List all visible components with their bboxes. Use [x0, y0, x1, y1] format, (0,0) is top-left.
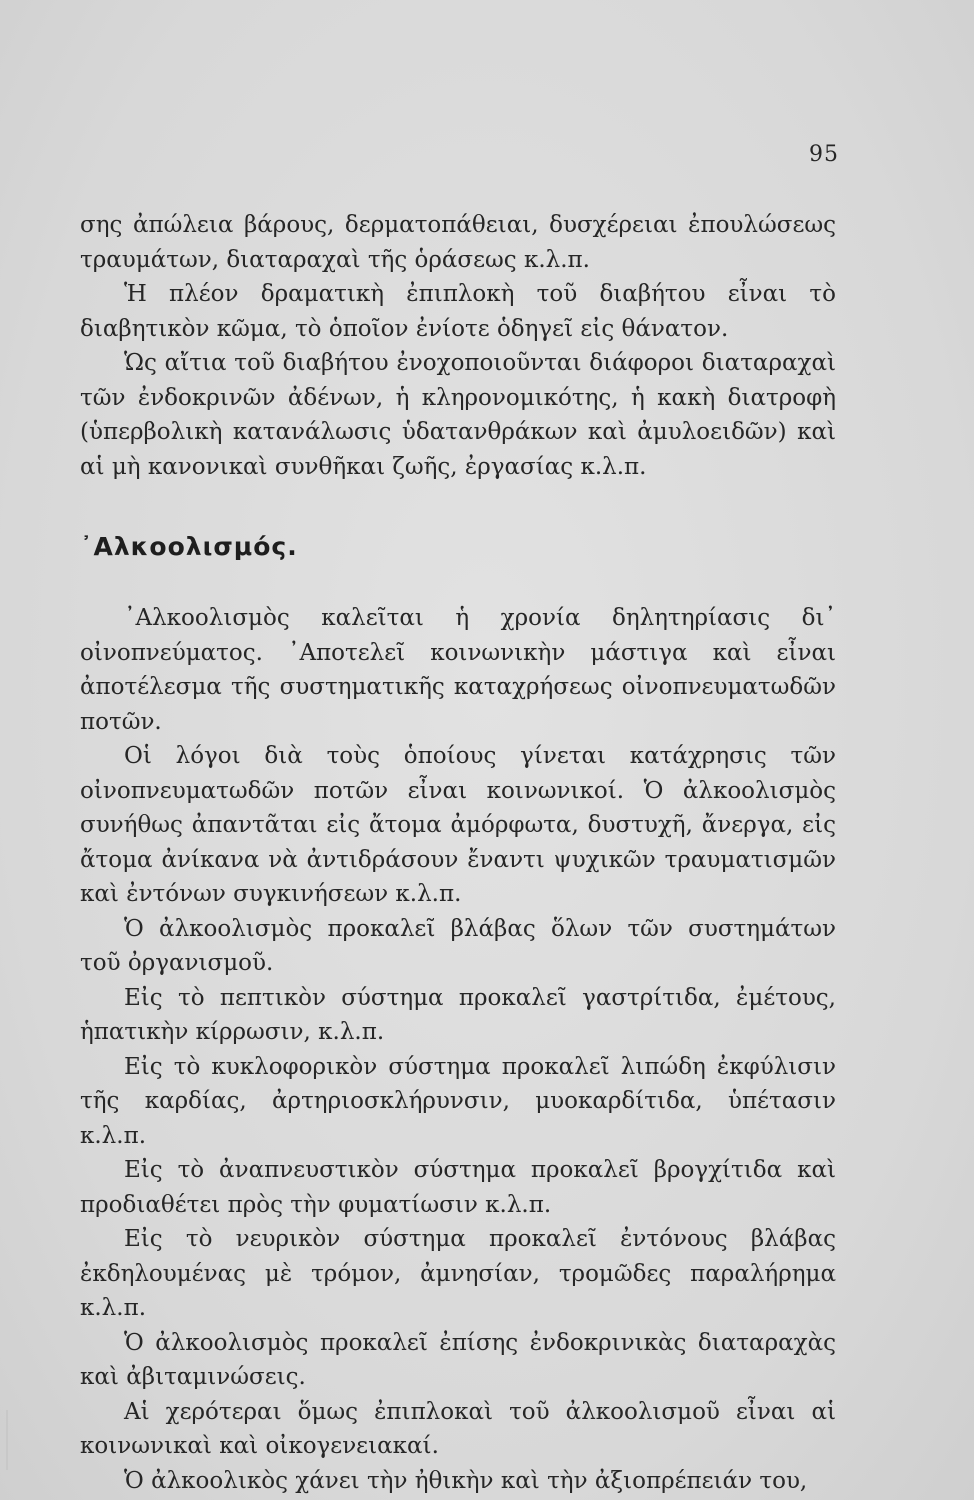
paragraph: σης ἀπώλεια βάρους, δερματοπάθειαι, δυσχέρειαι ἐπουλώσεως τραυμάτων, διαταραχαὶ τῆς ὁράσεως κ.λ.π. — [80, 212, 836, 273]
paragraph: Ὁ ἀλκοολικὸς χάνει τὴν ἠθικὴν καὶ τὴν ἀξιοπρέπειάν του, — [124, 1467, 808, 1494]
paragraph: Ἡ πλέον δραματικὴ ἐπιπλοκὴ τοῦ διαβήτου εἶναι τὸ διαβητικὸν κῶμα, τὸ ὁποῖον ἐνίοτε ὁδηγεῖ εἰς θάνατον. — [80, 281, 836, 342]
paragraph: Εἰς τὸ ἀναπνευστικὸν σύστημα προκαλεῖ βρογχίτιδα καὶ προδιαθέτει πρὸς τὴν φυματίωσιν κ.λ.π. — [80, 1157, 836, 1218]
paragraph: Οἱ λόγοι διὰ τοὺς ὁποίους γίνεται κατάχρησις τῶν οἰνοπνευματωδῶν ποτῶν εἶναι κοινωνικοί. Ὁ ἀλκοολισμὸς συνήθως ἀπαντᾶται εἰς ἄτομα ἀμόρφωτα, δυστυχῆ, ἄνεργα, εἰς ἄτομα ἀνίκανα νὰ ἀντιδράσουν ἔναντι ψυχικῶν τραυματισμῶν καὶ ἐντόνων συγκινήσεων κ.λ.π. — [80, 743, 836, 907]
margin-scan-mark — [6, 1410, 8, 1470]
paragraph: Εἰς τὸ κυκλοφορικὸν σύστημα προκαλεῖ λιπώδη ἐκφύλισιν τῆς καρδίας, ἀρτηριοσκλήρυνσιν, μυοκαρδίτιδα, ὑπέτασιν κ.λ.π. — [80, 1053, 836, 1149]
section-heading: ᾿Αλκοολισμός. — [80, 532, 298, 561]
paragraph: Ὁ ἀλκοολισμὸς προκαλεῖ βλάβας ὅλων τῶν συστημάτων τοῦ ὀργανισμοῦ. — [80, 915, 836, 976]
paragraph: ᾿Αλκοολισμὸς καλεῖται ἡ χρονία δηλητηρίασις δι᾿ οἰνοπνεύματος. ᾿Αποτελεῖ κοινωνικὴν μάστιγα καὶ εἶναι ἀποτέλεσμα τῆς συστηματικῆς καταχρήσεως οἰνοπνευματωδῶν ποτῶν. — [80, 605, 836, 735]
paragraph: Ὁ ἀλκοολισμὸς προκαλεῖ ἐπίσης ἐνδοκρινικὰς διαταραχὰς καὶ ἀβιταμινώσεις. — [80, 1329, 836, 1390]
paragraph: Εἰς τὸ πεπτικὸν σύστημα προκαλεῖ γαστρίτιδα, ἐμέτους, ἡπατικὴν κίρρωσιν, κ.λ.π. — [80, 984, 836, 1045]
page-text — [80, 208, 836, 1498]
page-number: 95 — [809, 142, 839, 167]
paragraph: Ὡς αἴτια τοῦ διαβήτου ἐνοχοποιοῦνται διάφοροι διαταραχαὶ τῶν ἐνδοκρινῶν ἀδένων, ἡ κληρονομικότης, ἡ κακὴ διατροφὴ (ὑπερβολικὴ κατανάλωσις ὑδατανθράκων καὶ ἀμυλοειδῶν) καὶ αἱ μὴ κανονικαὶ συνθῆκαι ζωῆς, ἐργασίας κ.λ.π. — [80, 350, 836, 480]
paragraph: Εἰς τὸ νευρικὸν σύστημα προκαλεῖ ἐντόνους βλάβας ἐκδηλουμένας μὲ τρόμον, ἀμνησίαν, τρομῶδες παραλήρημα κ.λ.π. — [80, 1226, 836, 1321]
paragraph: Αἱ χερότεραι ὅμως ἐπιπλοκαὶ τοῦ ἀλκοολισμοῦ εἶναι αἱ κοινωνικαὶ καὶ οἰκογενειακαί. — [80, 1398, 836, 1459]
